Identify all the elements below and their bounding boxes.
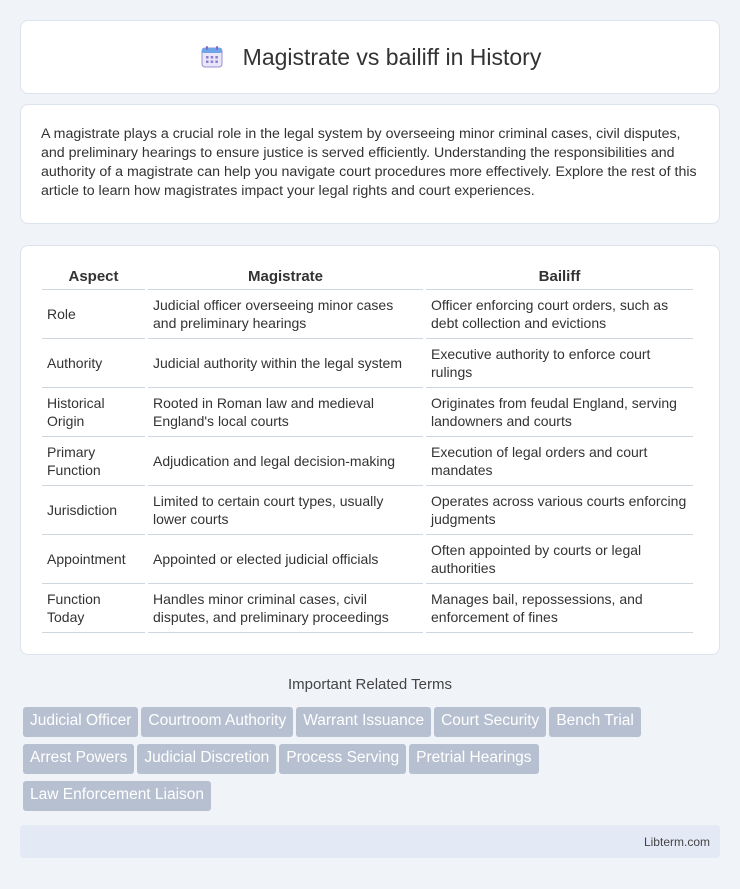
footer: [20, 825, 720, 858]
table-cell: Judicial officer overseeing minor cases and preliminary hearings: [148, 290, 423, 339]
related-term-tag[interactable]: Judicial Discretion: [137, 744, 276, 774]
table-cell: Executive authority to enforce court rulings: [426, 339, 693, 388]
table-cell: Handles minor criminal cases, civil disputes, and preliminary proceedings: [148, 584, 423, 633]
table-row: [42, 486, 693, 535]
table-cell: Primary Function: [42, 437, 145, 486]
related-term-tag[interactable]: Pretrial Hearings: [409, 744, 538, 774]
calendar-icon: [199, 44, 225, 70]
table-cell: Originates from feudal England, serving landowners and courts: [426, 388, 693, 437]
comparison-table: [39, 264, 696, 633]
table-cell: Historical Origin: [42, 388, 145, 437]
related-term-tag[interactable]: Judicial Officer: [23, 707, 138, 737]
related-terms-title: Important Related Terms: [288, 676, 452, 693]
related-term-tag[interactable]: Bench Trial: [549, 707, 641, 737]
table-cell: Function Today: [42, 584, 145, 633]
table-cell: Often appointed by courts or legal authorities: [426, 535, 693, 584]
column-header: Bailiff: [426, 264, 693, 290]
related-terms-list: [23, 707, 723, 818]
table-cell: Execution of legal orders and court mandates: [426, 437, 693, 486]
intro-text: A magistrate plays a crucial role in the legal system by overseeing minor criminal cases, civil disputes, and preliminary hearings to ensure justice is served efficiently. Understanding the responsibilities and authority of a magistrate can help you navigate court procedures more effectively. Explore the rest of this article to learn how magistrates impact your legal rights and court experiences.: [41, 126, 697, 199]
related-term-tag[interactable]: Arrest Powers: [23, 744, 134, 774]
related-term-tag[interactable]: Court Security: [434, 707, 546, 737]
table-cell: Authority: [42, 339, 145, 388]
table-cell: Officer enforcing court orders, such as debt collection and evictions: [426, 290, 693, 339]
intro-card: [20, 104, 720, 224]
table-cell: Appointed or elected judicial officials: [148, 535, 423, 584]
table-header-row: [42, 264, 693, 290]
comparison-table-card: [20, 245, 720, 655]
footer-site[interactable]: Libterm.com: [643, 835, 710, 849]
table-row: [42, 339, 693, 388]
page-title: Magistrate vs bailiff in History: [242, 43, 542, 70]
table-row: [42, 437, 693, 486]
table-cell: Manages bail, repossessions, and enforcement of fines: [426, 584, 693, 633]
table-row: [42, 388, 693, 437]
table-cell: Operates across various courts enforcing judgments: [426, 486, 693, 535]
table-row: [42, 584, 693, 633]
column-header: Magistrate: [148, 264, 423, 290]
related-term-tag[interactable]: Law Enforcement Liaison: [23, 781, 211, 811]
related-term-tag[interactable]: Courtroom Authority: [141, 707, 293, 737]
table-cell: Rooted in Roman law and medieval England's local courts: [148, 388, 423, 437]
table-row: [42, 290, 693, 339]
related-term-tag[interactable]: Process Serving: [279, 744, 406, 774]
table-cell: Jurisdiction: [42, 486, 145, 535]
column-header: Aspect: [42, 264, 145, 290]
table-cell: Limited to certain court types, usually lower courts: [148, 486, 423, 535]
table-cell: Judicial authority within the legal system: [148, 339, 423, 388]
table-row: [42, 535, 693, 584]
table-cell: Role: [42, 290, 145, 339]
related-term-tag[interactable]: Warrant Issuance: [296, 707, 431, 737]
table-cell: Adjudication and legal decision-making: [148, 437, 423, 486]
header-card: [20, 20, 720, 94]
table-cell: Appointment: [42, 535, 145, 584]
